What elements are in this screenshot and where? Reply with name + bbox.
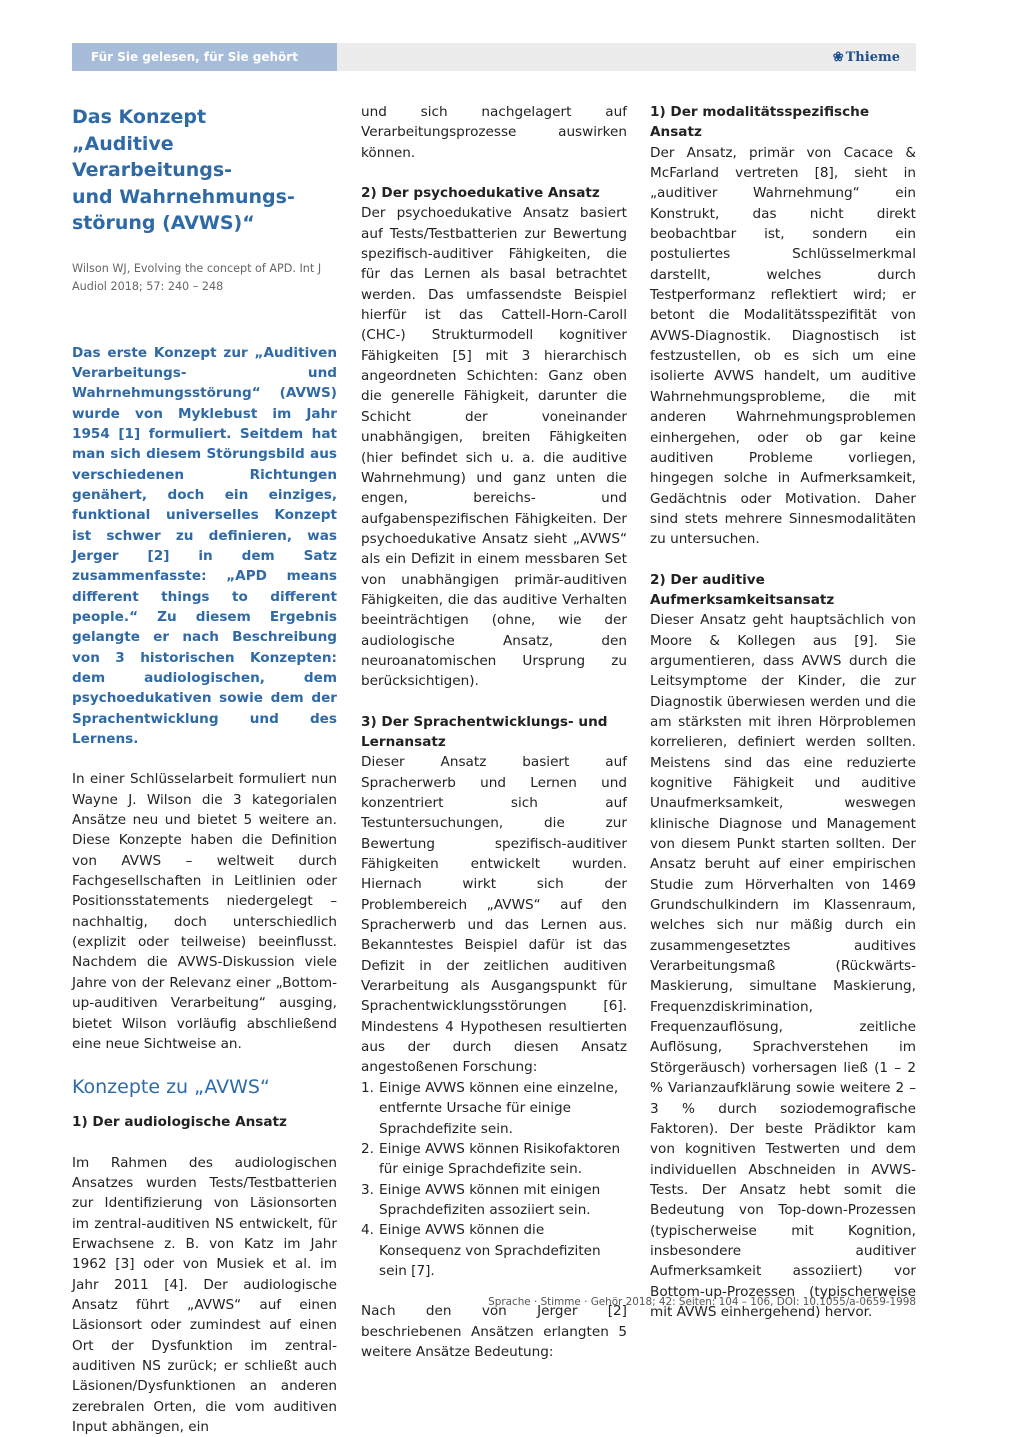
title-line: und Wahrnehmungs- (72, 185, 295, 208)
section-heading: Konzepte zu „AVWS“ (72, 1076, 270, 1099)
page-header (72, 43, 916, 71)
subheading-psychoeducational: 2) Der psychoedukative Ansatz (361, 185, 600, 202)
paragraph-audiological: Im Rahmen des audiologischen Ansatzes wurden Tests/Testbatterien zur Identifizierung von Läsionsorten im zentral-auditiven NS entwickelt, für Erwachsene z. B. von Katz im Jahr 1962 [3] oder von Musiek et al. im Jahr 2011 [4]. Der audiologische Ansatz führt „AVWS“ auf einen Läsionsort oder zumindest auf einen Ort der Dysfunktion im zentral-auditiven NS zurück; er schließt auch Läsionen/Dysfunktionen an anderen zerebralen Orten, die vom auditiven Input abhängen, ein (72, 1154, 337, 1435)
list-item (361, 1139, 627, 1180)
list-item (361, 1078, 627, 1139)
continuation-paragraph: und sich nachgelagert auf Verarbeitungsprozesse auswirken können. (361, 104, 627, 161)
citation (72, 260, 337, 296)
paragraph-modality-specific: Der Ansatz, primär von Cacace & McFarland vertreten [8], sieht in „auditiver Wahrnehmung“ ein Konstrukt, das nicht direkt beobachtbar ist, sondern ein postuliertes Schlüsselmerkmal darstellt, welches durch Testperformanz reflektiert wird; er betont die Modalitätsspezifität von AVWS-Diagnostik. Diagnostisch ist festzustellen, ob es sich um eine isolierte AVWS handelt, um auditive Wahrnehmungsprobleme, die mit anderen Wahrnehmungsproblemen einhergehen, oder ob gar keine auditiven Probleme vorliegen, hingegen solche in Aufmerksamkeit, Gedächtnis oder Motivation. Daher sind stets mehrere Sinnesmodalitäten zu untersuchen. (650, 144, 916, 548)
title-line: Das Konzept (72, 106, 207, 128)
lead-paragraph: Das erste Konzept zur „Auditiven Verarbeitungs- und Wahrnehmungsstörung“ (AVWS) wurde von Myklebust im Jahr 1954 [1] formuliert. Seitdem hat man sich diesem Störungsbild aus verschiedenen Richtungen genähert, doch ein einziges, funktional universelles Konzept ist schwer zu definieren, was Jerger [2] in dem Satz zusammenfasste: „APD means different things to different people.“ Zu diesem Ergebnis gelangte er nach Beschreibung von 3 historischen Konzepten: dem audiologischen, dem psychoedukativen sowie dem der Sprachentwicklung und des Lernens. (72, 344, 337, 748)
paragraph-psychoeducational: Der psychoedukative Ansatz basiert auf Tests/Testbatterien zur Bewertung spezifisch-auditiver Fähigkeiten, die für das Lernen als basal betrachtet werden. Das umfassendste Beispiel hierfür ist das Cattell-Horn-Caroll (CHC-) Strukturmodell kognitiver Fähigkeiten [5] mit 3 hierarchisch angeordneten Schichten: Ganz oben die generelle Fähigkeit, darunter die Schicht der voneinander unabhängigen, breiten Fähigkeiten (hier befindet sich u. a. die auditive Wahrnehmung) und ganz unten die engen, bereichs- und aufgabenspezifischen Fähigkeiten. Der psychoedukative Ansatz sieht „AVWS“ als ein Defizit in einem messbaren Set von unabhängigen primär-auditiven Fähigkeiten, die das auditive Verhalten beeinträchtigen (ohne, wie der audiologische Ansatz, den neuroanatomischen Ursprung zu berücksichtigen). (361, 205, 627, 690)
list-item (361, 1180, 627, 1221)
subheading-modality-specific: 1) Der modalitätsspezifische Ansatz (650, 104, 870, 141)
subheading-audiological: 1) Der audiologische Ansatz (72, 1114, 287, 1131)
citation-line: Audiol 2018; 57: 240 – 248 (72, 279, 224, 293)
list-text: Einige AVWS können eine einzelne, entfernte Ursache für einige Sprachdefizite sein. (379, 1079, 619, 1137)
paragraph-language-learning: Dieser Ansatz basiert auf Spracherwerb und Lernen und konzentriert sich auf Testuntersuchungen, die zur Bewertung spezifisch-auditiver Fähigkeiten entwickelt wurden. Hiernach wirkt sich der Problembereich „AVWS“ auf den Spracherwerb und das Lernen aus. Bekanntestes Beispiel dafür ist das Defizit in der zeitlichen auditiven Verarbeitung als Ausgangspunkt für Sprachentwicklungsstörungen [6]. Mindestens 4 Hypothesen resultierten aus der durch diesen Ansatz angestoßenen Forschung: (361, 754, 627, 1076)
subheading-language-learning: 3) Der Sprachentwicklungs- und Lernansatz (361, 713, 608, 750)
list-item (361, 1220, 627, 1281)
citation-line: Wilson WJ, Evolving the concept of APD. Int J (72, 261, 322, 275)
publisher-name: Thieme (845, 50, 900, 65)
list-text: Einige AVWS können Risikofaktoren für einige Sprachdefizite sein. (379, 1140, 621, 1178)
list-number: 3. (361, 1181, 374, 1198)
column-2 (361, 102, 627, 1362)
publisher-logo (833, 43, 900, 71)
title-line: „Auditive Verarbeitungs- (72, 132, 233, 181)
intro-paragraph: In einer Schlüsselarbeit formuliert nun Wayne J. Wilson die 3 kategorialen Ansätze neu und bietet 5 weitere an. Diese Konzepte haben die Definition von AVWS – weltweit durch Fachgesellschaften in Leitlinien oder Positionsstatements niedergelegt – nachhaltig, doch unterschiedlich (explizit oder teilweise) beeinflusst. Nachdem die AVWS-Diskussion viele Jahre von der Relevanz einer „Bottom-up-auditiven Verarbeitung“ ausging, bietet Wilson vorläufig abschließend eine neue Sichtweise an. (72, 771, 337, 1052)
hypotheses-list (361, 1078, 627, 1281)
page-footer-citation: Sprache · Stimme · Gehör 2018; 42: Seiten: 104 – 106, DOI: 10.1055/a-0659-1998 (488, 1296, 916, 1308)
column-3 (650, 102, 916, 1322)
header-bar (337, 43, 916, 71)
list-number: 1. (361, 1079, 374, 1096)
title-line: störung (AVWS)“ (72, 212, 255, 234)
closing-paragraph: Nach den von Jerger [2] beschriebenen Ansätzen erlangten 5 weitere Ansätze Bedeutung: (361, 1303, 627, 1360)
header-section-label: Für Sie gelesen, für Sie gehört (72, 43, 337, 71)
thieme-emblem-icon: ❀ (832, 50, 844, 65)
paragraph-auditory-attention: Dieser Ansatz geht hauptsächlich von Moore & Kollegen aus [9]. Sie argumentieren, dass AVWS durch die Leitsymptome der Kinder, die zur Diagnostik überwiesen werden und die am stärksten mit ihren Hörproblemen korrelieren, definiert werden sollten. Meistens sind das eine reduzierte kognitive Fähigkeit und auditive Unaufmerksamkeit, weswegen klinische Diagnose und Management von diesem Punkt starten sollten. Der Ansatz beruht auf einer empirischen Studie zum Hörverhalten von 1469 Grundschulkindern im Klassenraum, welches sich nur mäßig durch ein zusammengesetztes auditives Verarbeitungsmaß (Rückwärts-Maskierung, simultane Maskierung, Frequenzdiskrimination, Frequenzauflösung, zeitliche Auflösung, Sprachverstehen im Störgeräusch) vorhersagen ließ (1 – 2 % Varianzaufklärung sowie weitere 2 – 3 % durch soziodemografische Faktoren). Der beste Prädiktor kam von kognitiven Testwerten und dem individuellen Abschneiden in AVWS-Tests. Der Ansatz hebt somit die Bedeutung von Top-down-Prozessen (typischerweise mit Kognition, insbesondere auditiver Aufmerksamkeit assoziiert) vor Bottom-up-Prozessen (typischerweise mit AVWS einhergehend) hervor. (650, 612, 916, 1320)
list-text: Einige AVWS können die Konsequenz von Sprachdefiziten sein [7]. (379, 1222, 601, 1279)
list-number: 2. (361, 1140, 374, 1157)
subheading-auditory-attention: 2) Der auditive Aufmerksamkeitsansatz (650, 571, 835, 608)
list-number: 4. (361, 1222, 374, 1239)
article-title (72, 104, 337, 237)
list-text: Einige AVWS können mit einigen Sprachdefiziten assoziiert sein. (379, 1181, 601, 1218)
column-1 (72, 102, 337, 1437)
